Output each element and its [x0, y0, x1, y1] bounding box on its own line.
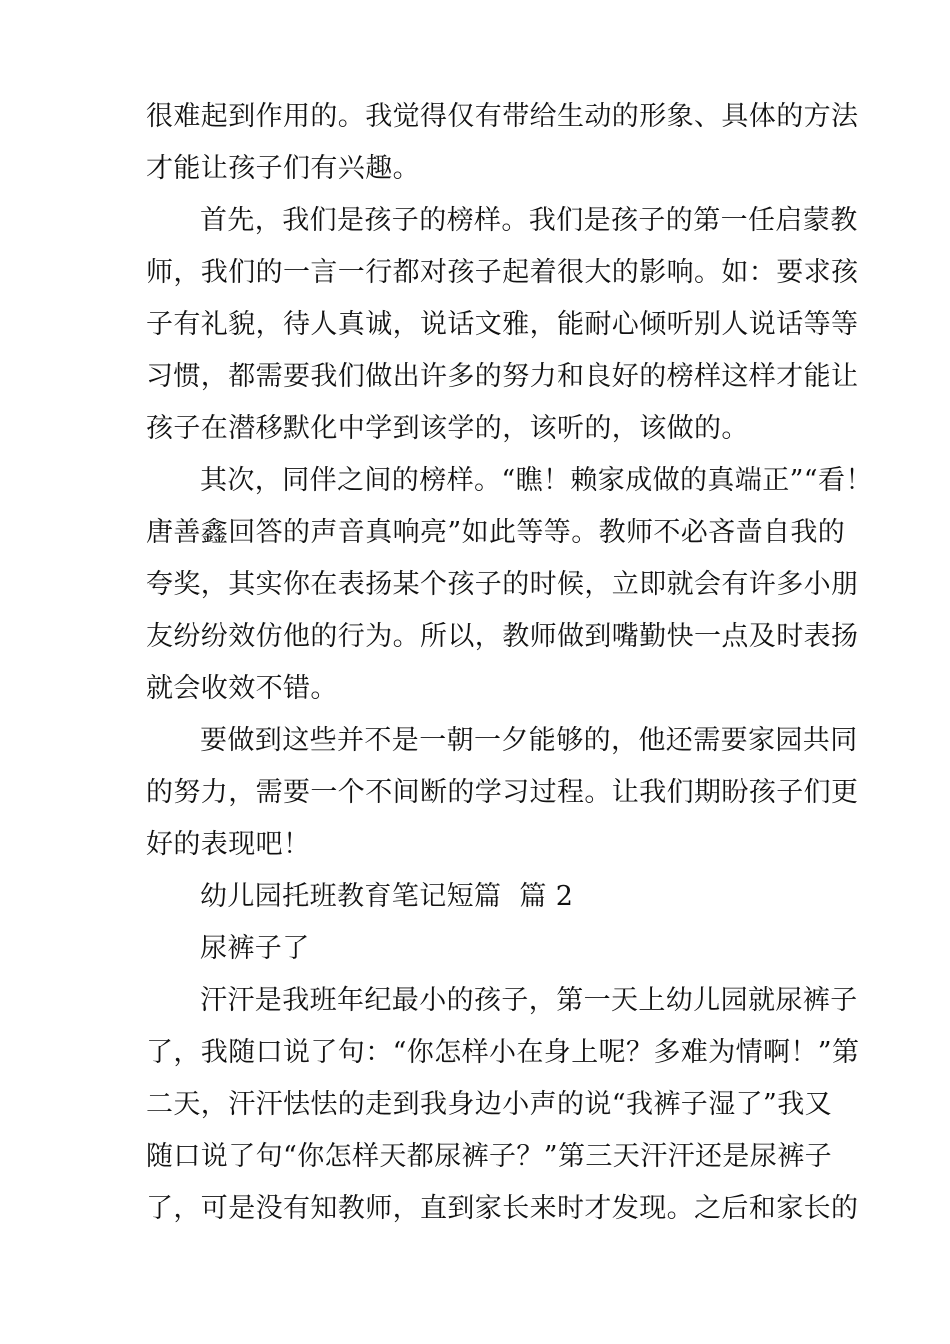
- body-text-line: 二天，汗汗怯怯的走到我身边小声的说“我裤子湿了”我又: [146, 1089, 833, 1120]
- paragraph-first-line: 其次，同伴之间的榜样。“瞧！赖家成做的真端正”“看！: [200, 465, 873, 496]
- body-text-line: 习惯，都需要我们做出许多的努力和良好的榜样这样才能让: [146, 361, 859, 392]
- body-text-line: 了，我随口说了句：“你怎样小在身上呢？多难为情啊！”第: [146, 1037, 860, 1068]
- body-text-line: 好的表现吧！: [146, 829, 311, 860]
- body-text-line: 唐善鑫回答的声音真响亮”如此等等。教师不必吝啬自我的: [146, 517, 846, 548]
- body-text-line: 友纷纷效仿他的行为。所以，教师做到嘴勤快一点及时表扬: [146, 621, 859, 652]
- paragraph-first-line: 首先，我们是孩子的榜样。我们是孩子的第一任启蒙教: [200, 205, 858, 236]
- body-text-line: 子有礼貌，待人真诚，说话文雅，能耐心倾听别人说话等等: [146, 309, 859, 340]
- body-text-line: 随口说了句“你怎样天都尿裤子？”第三天汗汗还是尿裤子: [146, 1141, 833, 1172]
- body-text-line: 师，我们的一言一行都对孩子起着很大的影响。如：要求孩: [146, 257, 859, 288]
- story-title: 尿裤子了: [200, 933, 310, 964]
- body-text-line: 才能让孩子们有兴趣。: [146, 153, 420, 184]
- paragraph-first-line: 汗汗是我班年纪最小的孩子，第一天上幼儿园就尿裤子: [200, 985, 858, 1016]
- paragraph-first-line: 要做到这些并不是一朝一夕能够的，他还需要家园共同: [200, 725, 858, 756]
- body-text-line: 很难起到作用的。我觉得仅有带给生动的形象、具体的方法: [146, 101, 859, 132]
- body-text-line: 夸奖，其实你在表扬某个孩子的时候，立即就会有许多小朋: [146, 569, 859, 600]
- body-text-line: 就会收效不错。: [146, 673, 338, 704]
- body-text-line: 孩子在潜移默化中学到该学的，该听的，该做的。: [146, 413, 749, 444]
- section-heading: 幼儿园托班教育笔记短篇 篇 2: [200, 881, 574, 912]
- body-text-line: 了，可是没有知教师，直到家长来时才发现。之后和家长的: [146, 1193, 859, 1224]
- body-text-line: 的努力，需要一个不间断的学习过程。让我们期盼孩子们更: [146, 777, 859, 808]
